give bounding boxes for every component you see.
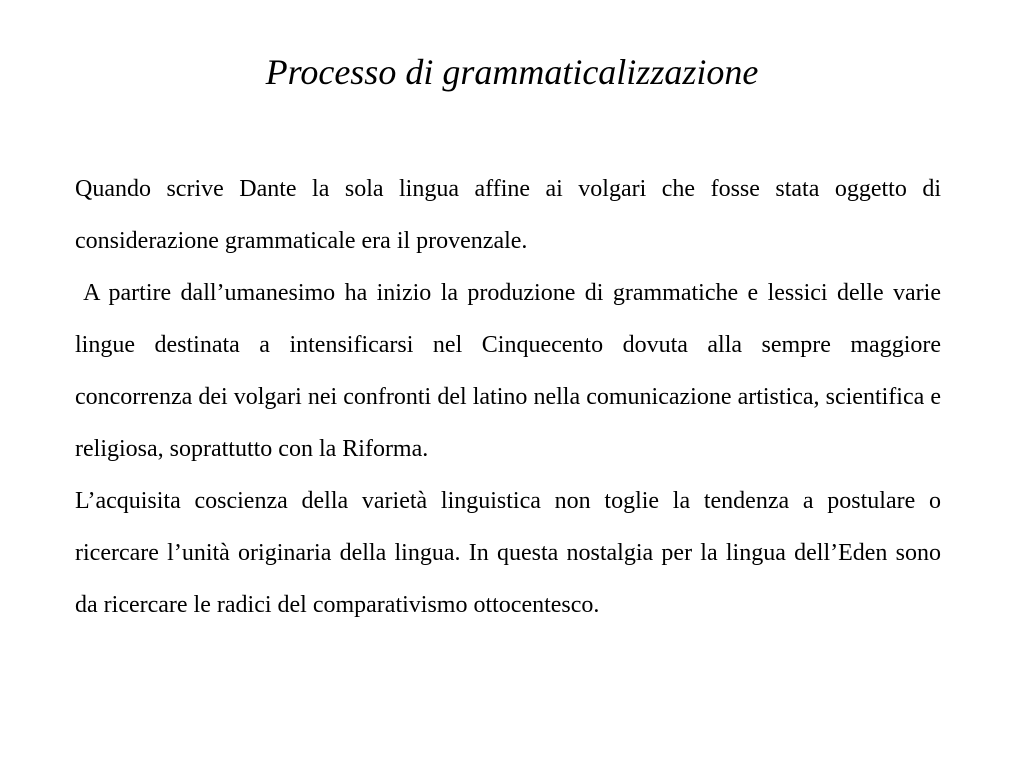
slide-title: Processo di grammaticalizzazione (265, 52, 759, 92)
slide-body (75, 163, 941, 631)
paragraph-umanesimo (75, 267, 941, 475)
paragraph-umanesimo-text: A partire dall’umanesimo ha inizio la produzione di grammatiche e lessici delle varie lingue destinata a intensificarsi nel Cinquecento dovuta alla sempre maggiore concorrenza dei volgari nei confronti del latino nella comunicazione artistica, scientifica e religiosa, soprattutto con la Riforma. (75, 280, 941, 462)
paragraph-dante: Quando scrive Dante la sola lingua affine ai volgari che fosse stata oggetto di considerazione grammaticale era il provenzale. (75, 176, 941, 254)
paragraph-acquisita-coscienza: L’acquisita coscienza della varietà linguistica non toglie la tendenza a postulare o ricercare l’unità originaria della lingua. In questa nostalgia per la lingua dell’Eden sono da ricercare le radici del comparativismo ottocentesco. (75, 488, 941, 618)
